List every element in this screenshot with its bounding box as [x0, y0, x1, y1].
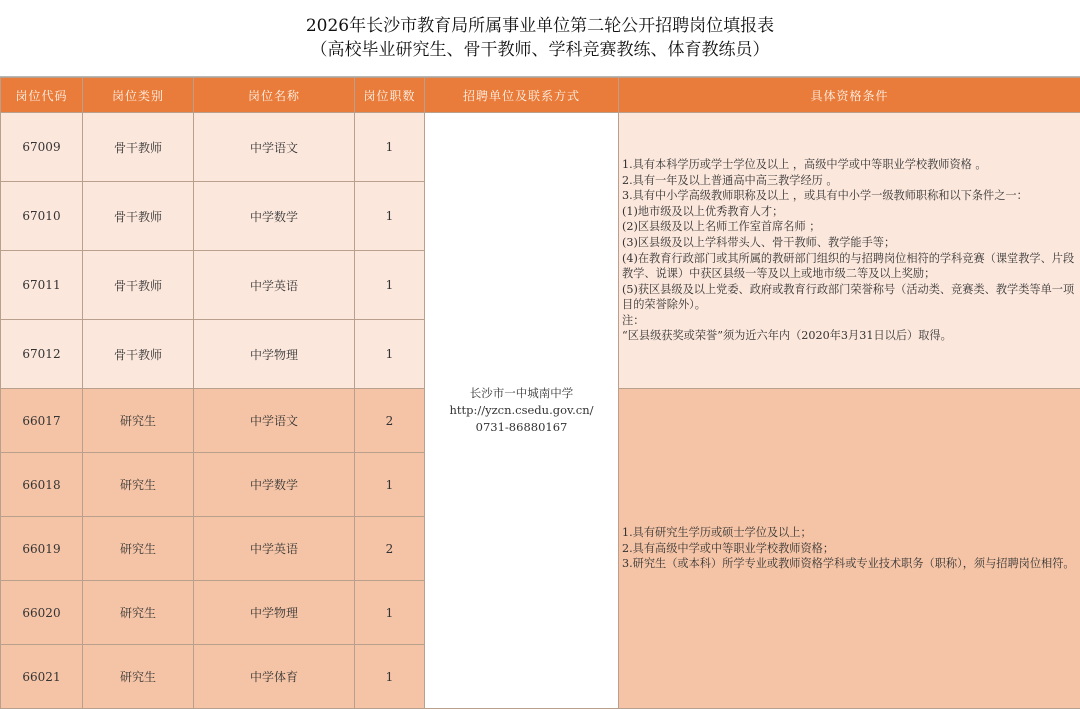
cell-type: 研究生	[83, 581, 194, 645]
cell-code: 67010	[1, 182, 83, 251]
title-block	[0, 0, 1080, 77]
cell-count: 2	[355, 389, 425, 453]
header-count: 岗位职数	[355, 78, 425, 113]
table-row	[1, 113, 1080, 182]
condition-line: 1.具有研究生学历或硕士学位及以上；	[622, 525, 1078, 541]
conditions-group1	[619, 113, 1080, 389]
table-header-row	[1, 78, 1080, 113]
cell-name: 中学英语	[194, 517, 355, 581]
cell-count: 1	[355, 320, 425, 389]
unit-url[interactable]: http://yzcn.csedu.gov.cn/	[425, 402, 618, 419]
header-code: 岗位代码	[1, 78, 83, 113]
condition-line: (5)获区县级及以上党委、政府或教育行政部门荣誉称号（活动类、竞赛类、教学类等单一项目的荣誉除外）。	[622, 282, 1078, 313]
condition-line: (4)在教育行政部门或其所属的教研部门组织的与招聘岗位相符的学科竞赛（课堂教学、片段教学、说课）中获区县级一等及以上或地市级二等及以上奖励；	[622, 251, 1078, 282]
unit-name: 长沙市一中城南中学	[425, 385, 618, 402]
cell-name: 中学物理	[194, 581, 355, 645]
header-name: 岗位名称	[194, 78, 355, 113]
cell-type: 研究生	[83, 645, 194, 709]
cell-code: 66019	[1, 517, 83, 581]
cell-type: 骨干教师	[83, 251, 194, 320]
cell-type: 骨干教师	[83, 113, 194, 182]
page-title: 2026年长沙市教育局所属事业单位第二轮公开招聘岗位填报表	[0, 14, 1080, 38]
condition-line: (1)地市级及以上优秀教育人才；	[622, 204, 1078, 220]
condition-line: 3.具有中小学高级教师职称及以上 ，或具有中小学一级教师职称和以下条件之一：	[622, 188, 1078, 204]
cell-name: 中学体育	[194, 645, 355, 709]
cell-code: 66021	[1, 645, 83, 709]
cell-count: 1	[355, 251, 425, 320]
cell-name: 中学英语	[194, 251, 355, 320]
cell-name: 中学数学	[194, 453, 355, 517]
condition-line: 2.具有高级中学或中等职业学校教师资格；	[622, 541, 1078, 557]
unit-phone: 0731-86880167	[425, 419, 618, 436]
cell-code: 66018	[1, 453, 83, 517]
cell-name: 中学物理	[194, 320, 355, 389]
cell-type: 骨干教师	[83, 320, 194, 389]
cell-name: 中学语文	[194, 113, 355, 182]
cell-count: 1	[355, 182, 425, 251]
cell-count: 1	[355, 113, 425, 182]
page-subtitle: （高校毕业研究生、骨干教师、学科竞赛教练、体育教练员）	[0, 38, 1080, 62]
cell-code: 67009	[1, 113, 83, 182]
cell-count: 2	[355, 517, 425, 581]
header-conditions: 具体资格条件	[619, 78, 1080, 113]
header-unit: 招聘单位及联系方式	[425, 78, 619, 113]
cell-code: 67011	[1, 251, 83, 320]
cell-unit	[425, 113, 619, 709]
condition-line: 3.研究生（或本科）所学专业或教师资格学科或专业技术职务（职称），须与招聘岗位相符。	[622, 556, 1078, 572]
condition-line: 注：	[622, 313, 1078, 329]
cell-type: 研究生	[83, 453, 194, 517]
condition-line: “区县级获奖或荣誉”须为近六年内（2020年3月31日以后）取得。	[622, 328, 1078, 344]
cell-code: 66020	[1, 581, 83, 645]
cell-count: 1	[355, 645, 425, 709]
conditions-group2	[619, 389, 1080, 709]
cell-count: 1	[355, 453, 425, 517]
positions-table	[0, 77, 1080, 709]
cell-name: 中学语文	[194, 389, 355, 453]
cell-type: 研究生	[83, 517, 194, 581]
cell-count: 1	[355, 581, 425, 645]
cell-name: 中学数学	[194, 182, 355, 251]
cell-type: 骨干教师	[83, 182, 194, 251]
condition-line: 1.具有本科学历或学士学位及以上 ，高级中学或中等职业学校教师资格 。	[622, 157, 1078, 173]
condition-line: 2.具有一年及以上普通高中高三教学经历 。	[622, 173, 1078, 189]
header-type: 岗位类别	[83, 78, 194, 113]
cell-code: 66017	[1, 389, 83, 453]
cell-type: 研究生	[83, 389, 194, 453]
cell-code: 67012	[1, 320, 83, 389]
condition-line: (2)区县级及以上名师工作室首席名师 ；	[622, 219, 1078, 235]
condition-line: (3)区县级及以上学科带头人、骨干教师、教学能手等；	[622, 235, 1078, 251]
